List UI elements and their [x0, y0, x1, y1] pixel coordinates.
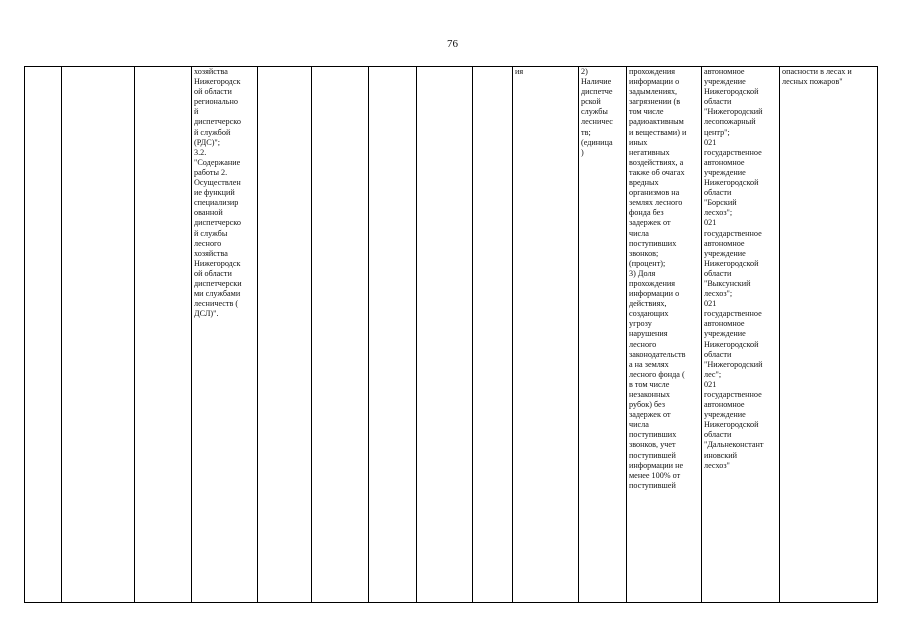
table-cell-9 — [473, 67, 513, 603]
table-cell-3 — [135, 67, 192, 603]
document-table — [24, 66, 878, 603]
table-cell-12 — [627, 67, 702, 603]
table-row — [25, 67, 878, 603]
table-cell-5 — [258, 67, 312, 603]
purpose-text: опасности в лесах и лесных пожаров" — [782, 67, 852, 87]
table-cell-4 — [192, 67, 258, 603]
unit-text: ия — [515, 67, 524, 76]
work-content-text: хозяйства Нижегородск ой области регионально й диспетчерско й службой (РДС)"; 3.2. "Содержание работы 2. Осуществлен ие функций специализир ованной диспетчерско й службы лесного хозяйства Нижегородск ой области диспетчерски ми службами лесничеств ( ДСЛ)". — [194, 67, 242, 319]
indicator-description-text: прохождения информации о задымлениях, загрязнении (в том числе радиоактивным и веществами) и иных негативных воздействиях, а также об очагах вредных организмов на землях лесного фонда без задержек от числа поступивших звонков; (процент); 3) Доля прохождения информации о действиях, создающих угрозу нарушения лесного законодательств а на землях лесного фонда ( в том числе незаконных рубок) без задержек от числа поступивших звонков, учет поступившей информации не менее 100% от поступившей — [629, 67, 687, 490]
table-cell-8 — [417, 67, 473, 603]
table-cell-14 — [780, 67, 878, 603]
table-cell-13 — [702, 67, 780, 603]
table-cell-11 — [579, 67, 627, 603]
page-number: 76 — [447, 38, 458, 50]
table-cell-6 — [312, 67, 369, 603]
indicator-text: 2) Наличие диспетче рской службы лесничес тв; (единица ) — [581, 67, 613, 157]
table-cell-7 — [369, 67, 417, 603]
table-cell-10 — [513, 67, 579, 603]
table-cell-2 — [62, 67, 135, 603]
institutions-text: автономное учреждение Нижегородской области "Нижегородский лесопожарный центр"; 021 государственное автономное учреждение Нижегородской области "Борский лесхоз"; 021 государственное автономное учреждение Нижегородской области "Выксунский лесхоз"; 021 государственное автономное учреждение Нижегородской области "Нижегородский лес"; 021 государственное автономное учреждение Нижегородской области "Дальнеконстант иновский лесхоз" — [704, 67, 764, 470]
table-cell-1 — [25, 67, 62, 603]
